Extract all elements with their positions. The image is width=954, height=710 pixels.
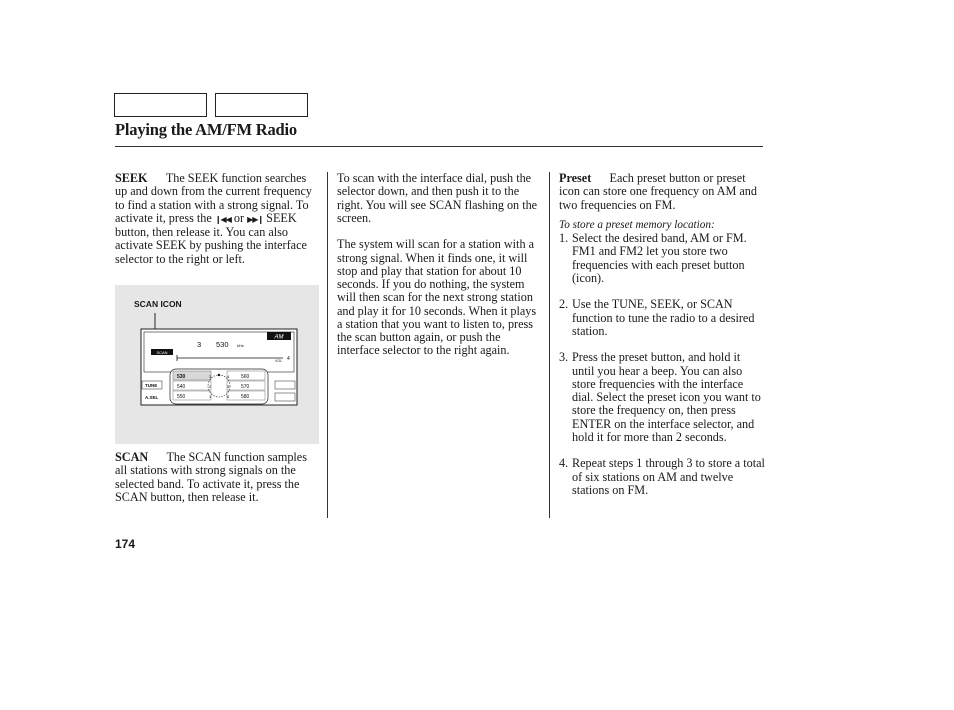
display-frequency: 530 [216, 340, 229, 349]
skip-forward-icon: ▶▶❙ [247, 214, 264, 224]
display-unit: kHz [237, 343, 244, 348]
scan-indicator: SCAN [156, 350, 168, 355]
seek-section [115, 172, 319, 266]
preset-text: Each preset button or preset icon can store one frequency on AM and two frequencies on FM. [559, 171, 757, 212]
display-preset-number: 3 [197, 340, 202, 349]
preset-section [559, 172, 765, 497]
scan-heading: SCAN [115, 450, 149, 464]
preset-freq-2: 540 [177, 384, 186, 390]
radio-display-illustration [115, 285, 319, 444]
step-number: 4. [559, 456, 569, 471]
step-number: 3. [559, 350, 569, 365]
step-text: Press the preset button, and hold it until you hear a beep. You can also store frequencies with the interface dial. Select the preset icon you want to store the frequency on, then press ENTER on the interface selector, and hold it for more than 2 seconds. [572, 350, 761, 444]
step-text: Repeat steps 1 through 3 to store a total of six stations on AM and twelve stations on FM. [572, 456, 765, 497]
scan-paragraph [115, 451, 319, 504]
page-number: 174 [115, 537, 136, 551]
preset-num-6: 6 [227, 394, 230, 399]
column-divider-1 [327, 172, 328, 518]
preset-freq-4: 560 [241, 374, 250, 380]
preset-num-1: 1 [209, 394, 212, 399]
scan-behavior-paragraph: The system will scan for a station with a strong signal. When it finds one, it will stop and play that station for about 10 seconds. If you do nothing, the system will then scan for the next strong station and play it for 10 seconds. When it plays a station that you want to listen to, press the scan button again, or push the interface selector to the right again. [337, 237, 537, 358]
step-number: 2. [559, 297, 569, 312]
seek-or: or [233, 210, 245, 225]
tune-button-label: TUNE [145, 383, 158, 388]
nav-tab-box-1[interactable] [114, 93, 207, 117]
preset-num-5: 5 [227, 384, 230, 389]
step-number: 1. [559, 231, 569, 245]
band-select-label: A.SEL [145, 395, 159, 400]
list-item [559, 457, 765, 497]
radio-display-figure [115, 285, 319, 444]
preset-num-4: 4 [227, 374, 230, 379]
preset-freq-1: 550 [177, 394, 186, 400]
seek-paragraph [115, 172, 319, 266]
preset-num-3: 3 [209, 374, 212, 379]
preset-paragraph [559, 172, 765, 212]
seek-heading: SEEK [115, 171, 148, 185]
skip-back-icon: ❙◀◀ [214, 214, 231, 224]
preset-heading: Preset [559, 171, 592, 185]
store-preset-heading: To store a preset memory location: [559, 218, 715, 231]
step-text: Use the TUNE, SEEK, or SCAN function to tune the radio to a desired station. [572, 297, 755, 338]
vol-label: VOL [275, 359, 283, 363]
list-item [559, 351, 765, 444]
band-label: AM [274, 334, 284, 341]
seek-text-2: SEEK button, then release it. You can also activate SEEK by pushing the interface selector to the right or left. [115, 210, 307, 266]
preset-num-2: 2 [209, 384, 212, 389]
page-title: Playing the AM/FM Radio [115, 120, 297, 139]
preset-freq-6: 580 [241, 394, 250, 400]
list-item [559, 232, 765, 285]
scan-dial-section [337, 172, 541, 358]
figure-caption: SCAN ICON [134, 299, 182, 309]
preset-steps-list [559, 232, 765, 497]
nav-tab-box-2[interactable] [215, 93, 308, 117]
scan-section [115, 451, 319, 504]
seek-text-1: The SEEK function searches up and down from the current frequency to find a station with a strong signal. To activate it, press the [115, 171, 312, 225]
list-item [559, 298, 765, 338]
title-rule [115, 146, 763, 147]
scan-text: The SCAN function samples all stations with strong signals on the selected band. To activate it, press the SCAN button, then release it. [115, 450, 307, 504]
step-text: Select the desired band, AM or FM. FM1 and FM2 let you store two frequencies with each preset button (icon). [572, 231, 747, 285]
preset-freq-5: 570 [241, 384, 250, 390]
preset-freq-3: 530 [177, 374, 186, 380]
column-divider-2 [549, 172, 550, 518]
scan-dial-paragraph: To scan with the interface dial, push the selector down, and then push it to the right. You will see SCAN flashing on the screen. [337, 171, 538, 225]
vol-level: 4 [287, 356, 290, 362]
